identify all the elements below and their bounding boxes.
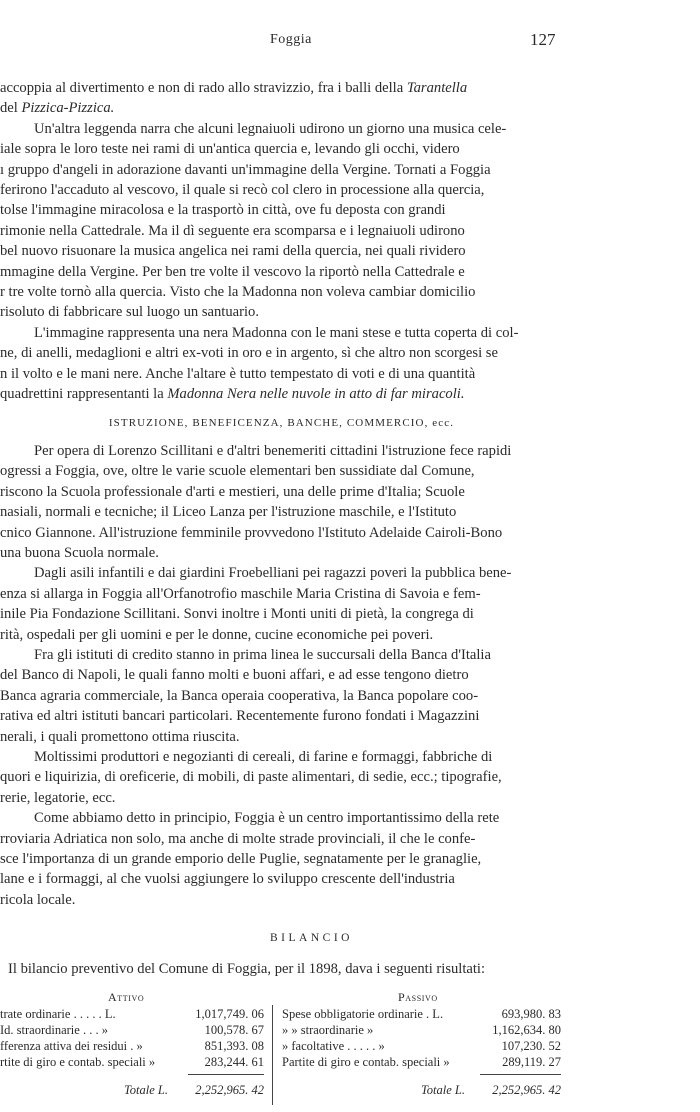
text-line <box>0 523 563 543</box>
attivo-row-amount: 100,578. 67 <box>204 1023 264 1038</box>
line-text: r tre volte tornò alla quercia. Visto che la Madonna non voleva cambiar domicilio <box>0 284 476 301</box>
text-line <box>0 645 563 665</box>
text-line <box>0 767 563 787</box>
passivo-row-amount: 1,162,634. 80 <box>492 1023 561 1038</box>
text-line <box>0 241 563 261</box>
line-text: ı gruppo d'angeli in adorazione davanti un'immagine della Vergine. Tornati a Foggia <box>0 161 491 178</box>
text-line <box>0 180 563 200</box>
text-line <box>0 584 563 604</box>
line-text: rità, ospedali per gli uomini e per le donne, cucine economiche pei poveri. <box>0 626 434 643</box>
attivo-row-label: fferenza attiva dei residui . » <box>0 1039 143 1054</box>
text-line <box>0 543 563 563</box>
line-text: cnico Giannone. All'istruzione femminile provvedono l'Istituto Adelaide Cairoli-Bono <box>0 524 503 541</box>
line-text: Moltissimi produttori e negozianti di cereali, di farine e formaggi, fabbriche di <box>34 749 493 765</box>
line-text: quadrettini rappresentanti la <box>0 386 168 403</box>
passivo-row-amount: 107,230. 52 <box>501 1039 561 1054</box>
line-text: enza si allarga in Foggia all'Orfanotrofio maschile Maria Cristina di Savoia e fem- <box>0 585 481 602</box>
text-line <box>0 343 563 363</box>
line-text: risoluto di fabbricare sul luogo un santuario. <box>0 304 259 321</box>
text-line <box>0 323 563 343</box>
line-text: accoppia al divertimento e non di rado allo stravizzio, fra i balli della <box>0 80 407 96</box>
column-divider <box>272 1005 273 1105</box>
line-text: del <box>0 100 22 117</box>
text-line <box>0 747 563 767</box>
attivo-row-label: trate ordinarie . . . . . L. <box>0 1007 116 1022</box>
attivo-total-label: Totale L. <box>123 1083 168 1098</box>
line-italic-text: Madonna Nera nelle nuvole in atto di far miracoli. <box>167 386 465 403</box>
line-text: Come abbiamo detto in principio, Foggia è un centro importantissimo della rete <box>34 810 500 827</box>
text-line <box>0 139 563 159</box>
attivo-sum-rule <box>188 1074 264 1075</box>
line-text: rativa ed altri istituti bancari particolari. Recentemente furono fondati i Magazzini <box>0 708 480 725</box>
text-line <box>0 625 563 645</box>
text-line <box>0 200 563 220</box>
text-line <box>0 829 563 849</box>
line-text: rimonie nella Cattedrale. Ma il dì seguente era scomparsa e i legnaiuoli udirono <box>0 222 465 239</box>
line-text: iale sopra le loro teste nei rami di un'antica quercia e, levando gli occhi, videro <box>0 141 460 158</box>
attivo-row-label: Id. straordinarie . . . » <box>0 1023 108 1038</box>
budget-heading: BILANCIO <box>270 932 353 945</box>
paragraphs-legend <box>0 78 563 405</box>
text-line <box>0 221 563 241</box>
text-line <box>0 282 563 302</box>
line-text: nasiali, normali e tecniche; il Liceo Lanza per l'istruzione maschile, e l'Istituto <box>0 504 457 521</box>
section-heading: ISTRUZIONE, BENEFICENZA, BANCHE, COMMERCIO, ecc. <box>108 416 455 429</box>
line-text: mmagine della Vergine. Per ben tre volte il vescovo la riportò nella Cattedrale e <box>0 263 465 280</box>
text-line <box>0 262 563 282</box>
text-line <box>0 441 563 461</box>
text-line <box>0 364 563 384</box>
line-text: Un'altra leggenda narra che alcuni legnaiuoli udirono un giorno una musica cele- <box>34 120 507 137</box>
line-italic-text: Tarantella <box>406 80 468 96</box>
running-header <box>0 30 700 52</box>
text-line <box>0 78 563 98</box>
attivo-row-amount: 283,244. 61 <box>204 1055 264 1070</box>
text-line <box>0 119 563 139</box>
text-line <box>0 302 563 322</box>
attivo-row-label: rtite di giro e contab. speciali » <box>0 1055 156 1070</box>
line-text: una buona Scuola normale. <box>0 544 159 561</box>
line-text: L'immagine rappresenta una nera Madonna con le mani stese e tutta coperta di col- <box>34 324 519 341</box>
passivo-row-label: Spese obbligatorie ordinarie . L. <box>282 1007 444 1022</box>
text-line <box>0 788 563 808</box>
text-line <box>0 482 563 502</box>
text-line <box>0 384 563 404</box>
line-text: tolse l'immagine miracolosa e la trasportò in città, ove fu deposta con grandi <box>0 202 446 219</box>
line-text: ricola locale. <box>0 891 76 908</box>
passivo-row-amount: 693,980. 83 <box>501 1007 561 1022</box>
text-line <box>0 808 563 828</box>
text-line <box>0 890 563 910</box>
attivo-row-amount: 1,017,749. 06 <box>195 1007 264 1022</box>
text-line <box>0 563 563 583</box>
text-line <box>0 727 563 747</box>
line-text: nerali, i quali promettono ottima riuscita. <box>0 728 240 745</box>
budget-intro: Il bilancio preventivo del Comune di Foggia, per il 1898, dava i seguenti risultati: <box>8 960 486 977</box>
text-line <box>0 665 563 685</box>
line-italic-text: Pizzica-Pizzica. <box>21 100 115 117</box>
line-text: n il volto e le mani nere. Anche l'altare è tutto tempestato di voti e di una quantità <box>0 365 476 382</box>
line-text: bel nuovo risuonare la musica angelica nei rami della quercia, nei quali rividero <box>0 243 466 260</box>
page-body <box>0 78 563 1112</box>
passivo-row-amount: 289,119. 27 <box>502 1055 561 1070</box>
line-text: rerie, legatorie, ecc. <box>0 789 116 806</box>
passivo-row-label: » facoltative . . . . . » <box>282 1039 385 1054</box>
passivo-row-label: Partite di giro e contab. speciali » <box>282 1055 450 1070</box>
passivo-row-label: » » straordinarie » <box>282 1023 374 1038</box>
header-title: Foggia <box>270 32 312 47</box>
line-text: Banca agraria commerciale, la Banca operaia cooperativa, la Banca popolare coo- <box>0 687 479 704</box>
line-text: sce l'importanza di un grande emporio delle Puglie, segnatamente per le granaglie, <box>0 851 482 868</box>
budget-table <box>0 987 563 1112</box>
text-line <box>0 461 563 481</box>
line-text: Fra gli istituti di credito stanno in prima linea le succursali della Banca d'Italia <box>34 646 491 663</box>
attivo-total-amount: 2,252,965. 42 <box>195 1083 264 1098</box>
text-line <box>0 686 563 706</box>
passivo-sum-rule <box>480 1074 561 1075</box>
line-text: riscono la Scuola professionale d'arti e mestieri, una delle prime d'Italia; Scuole <box>0 483 465 500</box>
paragraphs-institutions <box>0 441 563 910</box>
line-text: ferirono l'accaduto al vescovo, il quale si recò col clero in processione alla quercia, <box>0 182 485 199</box>
page-number: 127 <box>530 30 556 49</box>
passivo-heading: Passivo <box>398 990 438 1005</box>
line-text: lane e i formaggi, al che vuolsi aggiungere lo sviluppo crescente dell'industria <box>0 871 455 888</box>
line-text: ogressi a Foggia, ove, oltre le varie scuole elementari ben sussidiate dal Comune, <box>0 463 475 480</box>
text-line <box>0 98 563 118</box>
line-text: rroviaria Adriatica non solo, ma anche di molte strade provinciali, il che le confe- <box>0 830 476 847</box>
passivo-total-amount: 2,252,965. 42 <box>492 1083 561 1098</box>
attivo-heading: Attivo <box>108 990 145 1005</box>
line-text: quori e liquirizia, di oreficerie, di mobili, di paste alimentari, di sedie, ecc.; tipografie, <box>0 769 502 786</box>
text-line <box>0 604 563 624</box>
passivo-total-label: Totale L. <box>420 1083 465 1098</box>
text-line <box>0 502 563 522</box>
text-line <box>0 849 563 869</box>
text-line <box>0 869 563 889</box>
line-text: Per opera di Lorenzo Scillitani e d'altri benemeriti cittadini l'istruzione fece rapidi <box>34 442 512 459</box>
attivo-row-amount: 851,393. 08 <box>204 1039 264 1054</box>
line-text: ne, di anelli, medaglioni e altri ex-voti in oro e in argento, sì che altro non scorgesi se <box>0 345 498 362</box>
line-text: Dagli asili infantili e dai giardini Froebelliani pei ragazzi poveri la pubblica bene- <box>34 565 512 582</box>
line-text: del Banco di Napoli, le quali fanno molti e buoni affari, e ad esse tengono dietro <box>0 667 469 684</box>
line-text: inile Pia Fondazione Scillitani. Sonvi inoltre i Monti uniti di pietà, la congrega di <box>0 606 474 623</box>
text-line <box>0 160 563 180</box>
text-line <box>0 706 563 726</box>
